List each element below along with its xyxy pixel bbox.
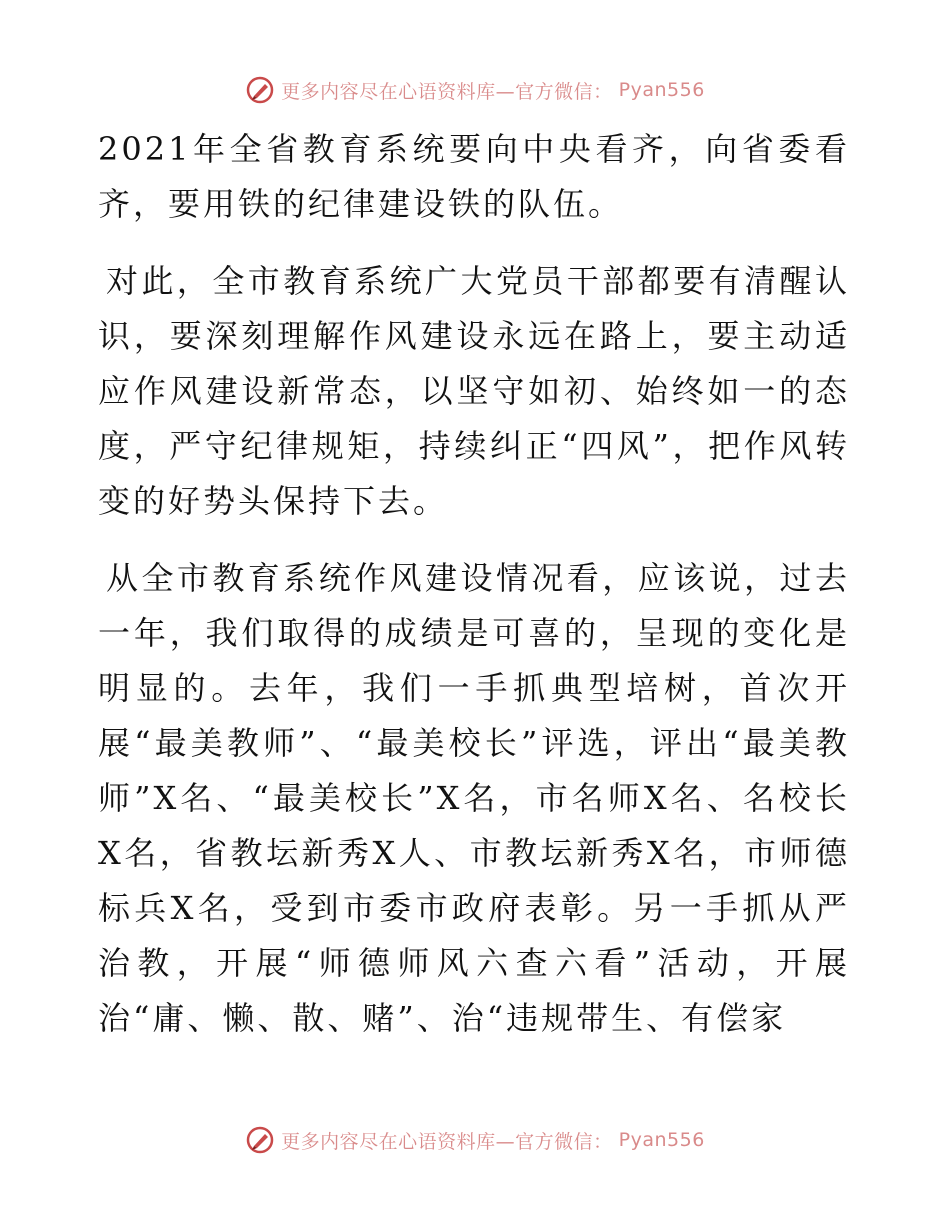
footer-watermark xyxy=(0,1122,950,1158)
watermark-wechat-id: Pyan556 xyxy=(618,79,705,101)
paragraph-2: 对此，全市教育系统广大党员干部都要有清醒认识，要深刻理解作风建设永远在路上，要主动适应作风建设新常态，以坚守如初、始终如一的态度，严守纪律规矩，持续纠正“四风”，把作风转变的好势头保持下去。 xyxy=(98,262,850,520)
paragraph-1: 2021年全省教育系统要向中央看齐，向省委看齐，要用铁的纪律建设铁的队伍。 xyxy=(98,130,850,223)
header-watermark xyxy=(0,72,950,108)
pen-logo-icon xyxy=(245,1125,275,1155)
pen-logo-icon xyxy=(245,75,275,105)
watermark-wechat-id: Pyan556 xyxy=(618,1129,705,1151)
watermark-text: 更多内容尽在心语资料库—官方微信： xyxy=(281,1130,613,1153)
paragraph-3: 从全市教育系统作风建设情况看，应该说，过去一年，我们取得的成绩是可喜的，呈现的变化是明显的。去年，我们一手抓典型培树，首次开展“最美教师”、“最美校长”评选，评出“最美教师”X名、“最美校长”X名，市名师X名、名校长X名，省教坛新秀X人、市教坛新秀X名，市师德标兵X名，受到市委市政府表彰。另一手抓从严治教，开展“师德师风六查六看”活动，开展治“庸、懒、散、赌”、治“违规带生、有偿家 xyxy=(98,559,850,1037)
document-body xyxy=(98,122,850,1046)
watermark-text: 更多内容尽在心语资料库—官方微信： xyxy=(281,80,613,103)
